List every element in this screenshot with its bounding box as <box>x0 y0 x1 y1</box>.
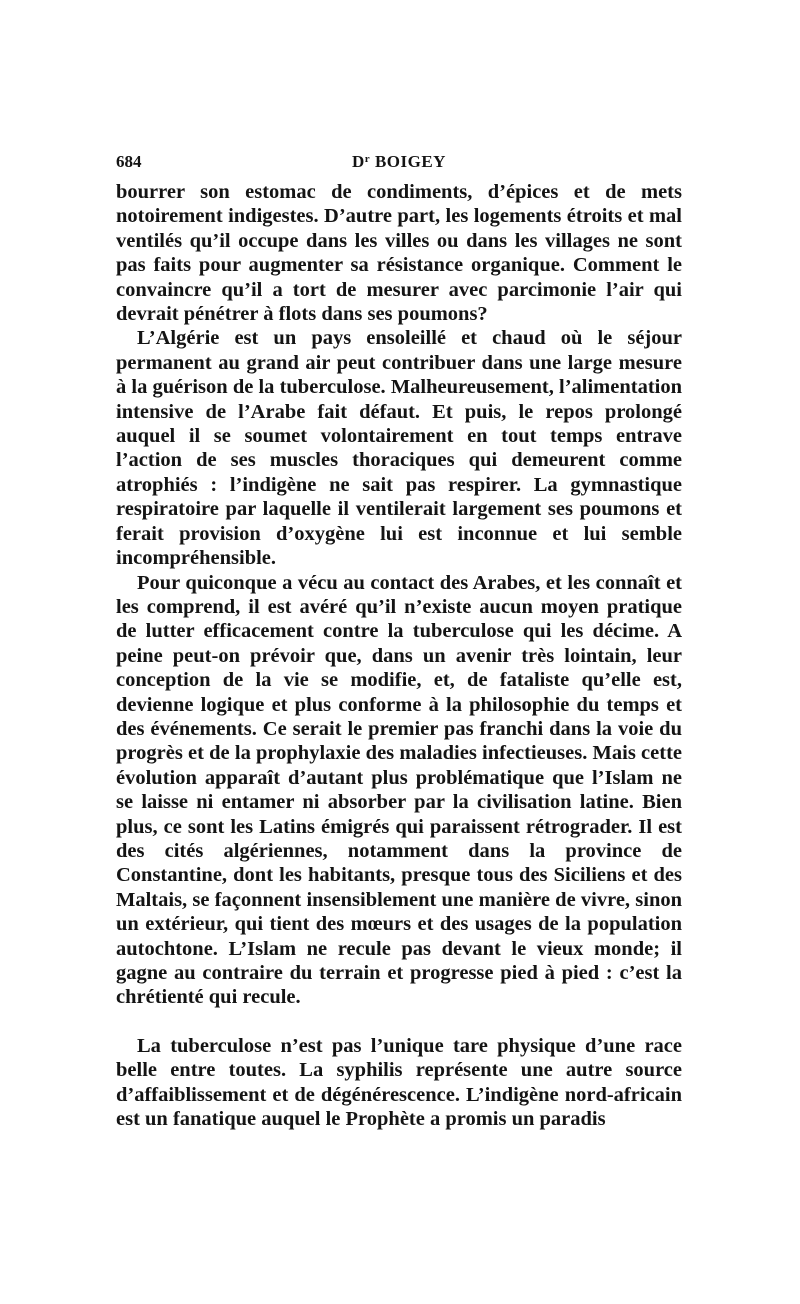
author-name: BOIGEY <box>370 152 446 171</box>
author-prefix: D <box>352 152 365 171</box>
paragraph-islam: Pour quiconque a vécu au contact des Arabes, et les connaît et les comprend, il est avéré qu’il n’existe aucun moyen pratique de lutter efficacement contre la tuberculose qui les décime. A peine peut-on prévoir que, dans un avenir très lointain, leur conception de la vie se modifie, et, de fataliste qu’elle est, devienne logique et plus conforme à la philosophie du temps et des événements. Ce serait le premier pas franchi dans la voie du progrès et de la prophylaxie des maladies infectieuses. Mais cette évolution apparaît d’autant plus problématique que l’Islam ne se laisse ni entamer ni absorber par la civilisation latine. Bien plus, ce sont les Latins émigrés qui paraissent rétrograder. Il est des cités algériennes, notamment dans la province de Constantine, dont les habitants, presque tous des Siciliens et des Maltais, se façonnent insensiblement une manière de vivre, sinon un extérieur, qui tient des mœurs et des usages de la population autochtone. L’Islam ne recule pas devant le vieux monde; il gagne au contraire du terrain et progresse pied à pied : c’est la chrétienté qui recule. <box>116 571 682 1009</box>
paragraph-algeria: L’Algérie est un pays ensoleillé et chaud où le séjour permanent au grand air peut contribuer dans une large mesure à la guérison de la tuberculose. Malheureusement, l’alimentation intensive de l’Arabe fait défaut. Et puis, le repos prolongé auquel il se soumet volontairement en tout temps entrave l’action de ses muscles thoraciques qui demeurent comme atrophiés : l’indigène ne sait pas respirer. La gymnastique respiratoire par laquelle il ventilerait largement ses poumons et ferait provision d’oxygène lui est inconnue et lui semble incompréhensible. <box>116 327 682 570</box>
paragraph-syphilis: La tuberculose n’est pas l’unique tare physique d’une race belle entre toutes. La syphilis représente une autre source d’affaiblissement et de dégénérescence. L’indigène nord-africain est un fanatique auquel le Prophète a promis un paradis <box>116 1034 682 1131</box>
page-number: 684 <box>116 152 142 171</box>
page-header <box>116 152 682 176</box>
author-prefix-sup: r <box>364 153 371 165</box>
running-head-author <box>116 152 682 172</box>
body-text <box>116 180 682 1131</box>
paragraph-continued: bourrer son estomac de condiments, d’épices et de mets notoirement indigestes. D’autre part, les logements étroits et mal ventilés qu’il occupe dans les villes ou dans les villages ne sont pas faits pour augmenter sa résistance organique. Comment le convaincre qu’il a tort de mesurer avec parcimonie l’air qui devrait pénétrer à flots dans ses poumons? <box>116 181 682 326</box>
